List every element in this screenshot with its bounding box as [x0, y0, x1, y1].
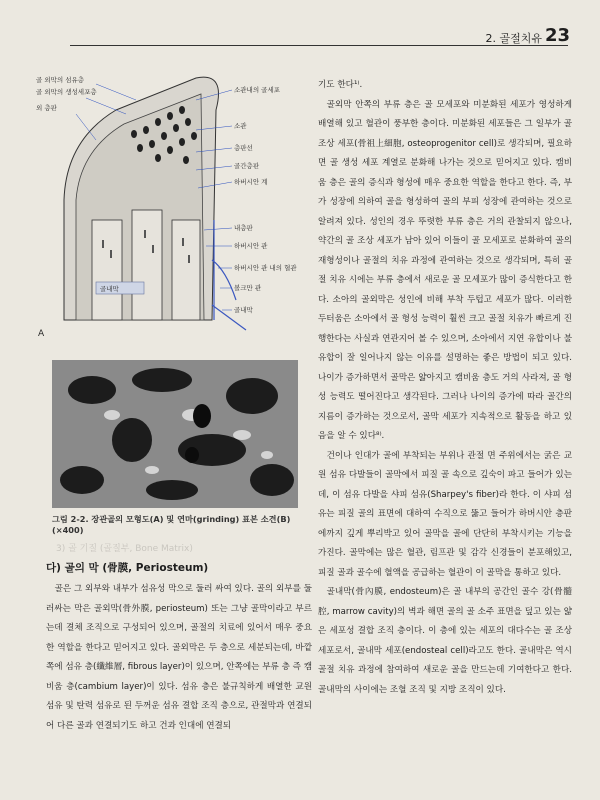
label-outer-sheet: 외 층판 [36, 104, 57, 112]
label-inner-sheet: 내층판 [234, 224, 253, 232]
bone-diagram-svg [36, 70, 302, 350]
panel-letter: A [38, 329, 45, 339]
grinding-specimen-photo [52, 360, 298, 508]
label-lamella: 층판선 [234, 144, 253, 152]
right-paragraph-4: 골내막(骨內膜, endosteum)은 골 내부의 공간인 골수 강(骨髓腔, marrow cavity)의 벽과 해면 골의 골 소주 표면을 덮고 있는 얇은 세포성 결합 조직 층이다. 이 층에 있는 세포의 대다수는 골 조상 세포로서, 골내막 세포(endosteal cell)라고도 한다. 골내막은 역시 골절 치유 과정에 참여하여 새로운 골을 만드는데 기여한다고 한다. 골내막의 사이에는 조혈 조직 및 지방 조직이 있다. [318, 587, 572, 695]
label-endosteum: 골내막 [234, 306, 253, 314]
label-canal: 소관 [234, 122, 247, 130]
bone-diagram [36, 70, 302, 350]
label-haversian-canal: 하버시안 관 [234, 242, 268, 250]
right-paragraph-3: 건이나 인대가 골에 부착되는 부위나 관절 면 주위에서는 굵은 교원 섬유 다발들이 골막에서 피질 골 속으로 깊숙이 파고 들어가 있는데, 이 섬유 다발을 샤피 섬유(Sharpey's fiber)라 한다. 이 샤피 섬유는 피질 골의 표면에 대하여 수직으로 뚫고 들어가 하버시안 층판에까지 깊게 뿌리박고 있어 골막을 골에 단단히 부착시키는 기능을 가진다. 골막에는 많은 혈관, 림프관 및 감각 신경들이 분포해있고, 피질 골과 골수에 혈액을 공급하는 혈관이 이 골막을 통하고 있다. [318, 450, 572, 578]
right-column [318, 76, 572, 700]
right-paragraph-2: 골외막 안쪽의 부류 층은 골 모세포와 미분화된 세포가 영성하게 배열해 있고 혈관이 풍부한 층이다. 미분화된 세포들은 그 일부가 골조상 세포(骨祖上細胞, osteoprogenitor cell)로 생각되며, 필요하면 골 생성 세포 계열로 분화해 나가는 것으로 믿어지고 있다. 캠비움 층은 골의 증식과 형성에 매우 중요한 역할을 한다고 한다. 즉, 부가 성장에 의하여 골을 형성하여 골의 부피 성장에 관여하는 것으로 알려져 있다. 성인의 경우 뚜렷한 부류 층은 거의 관찰되지 않으나, 약간의 골 조상 세포가 남아 있어 이들이 골 모세포로 분화하여 골의 재형성이나 골절의 치유 과정에 관여하는 것으로 생각되며, 특히 골절 치유 시에는 부류 층에서 새로운 골 모세포가 많이 증식한다고 한다. 소아의 골외막은 성인에 비해 부착 두텁고 세포가 많다. 이러한 두터움은 소아에서 골 형성 능력이 훨씬 크고 골절 치유가 빠르게 진행한다는 사실과 연관지어 볼 수 있으며, 소아에서 지연 유합이나 불유합이 잘 일어나지 않는 이유를 설명하는 좋은 방법이 되고 있다. 나이가 증가하면서 골막은 얇아지고 캠비움 층도 거의 사라져, 골 형성 능력도 떨어진다고 생각된다. 그러나 나이의 증가에 따라 골간의 지름이 증가하는 것으로서, 골막 세포가 지속적으로 활동을 하고 있음을 알 수 있다⁸⁾. [318, 99, 572, 441]
label-outer-fibrous: 골 외막의 섬유층 [36, 76, 85, 84]
specimen-texture [52, 360, 298, 508]
label-sharpey: 소관내의 골세포 [234, 86, 281, 94]
page-number: 23 [544, 25, 570, 46]
label-vessel: 하버시안 관 내의 혈관 [234, 264, 297, 272]
osteon-columns [92, 210, 200, 320]
section-heading: 다) 골의 막 (骨膜, Periosteum) [46, 562, 209, 574]
label-inner-layer: 골 외막의 생성세포층 [36, 88, 97, 96]
label-marrow: 골내막 [100, 285, 119, 293]
bleed-through-heading: 3) 골 기질 (골질부, Bone Matrix) [56, 544, 193, 554]
left-column [46, 580, 312, 736]
page-header [0, 0, 600, 48]
label-volkmann: 볼크만 관 [234, 284, 262, 292]
chapter-title: 2. 골절치유 [485, 32, 542, 45]
figure-caption: 그림 2-2. 장관골의 모형도(A) 및 연마(grinding) 표본 소견(B)(×400) [52, 514, 291, 535]
label-interstitial: 골간층판 [234, 162, 260, 170]
label-haversian-system: 하버시안 계 [234, 178, 268, 186]
right-paragraph-1: 기도 한다¹⁾. [318, 80, 363, 90]
left-paragraph-1: 골은 그 외부와 내부가 섬유성 막으로 둘러 싸여 있다. 골의 외부를 둘러싸는 막은 골외막(骨外膜, periosteum) 또는 그냥 골막이라고 부르는데 결체 조직으로 구성되어 있으며, 골절의 치료에 있어서 매우 중요한 역할을 한다고 믿어지고 있다. 골외막은 두 층으로 세분되는데, 바깥쪽에 섬유 층(纖維層, fibrous layer)이 있으며, 안쪽에는 부류 층 즉 캠비움 층(cambium layer)이 있다. 섬유 층은 불규칙하게 배열한 교원 섬유 및 탄력 섬유로 된 두꺼운 섬유 결합 조직 층으로, 관절막과 연결되어 다른 골과 연결되기도 하고 건과 인대에 연결되 [46, 584, 312, 731]
